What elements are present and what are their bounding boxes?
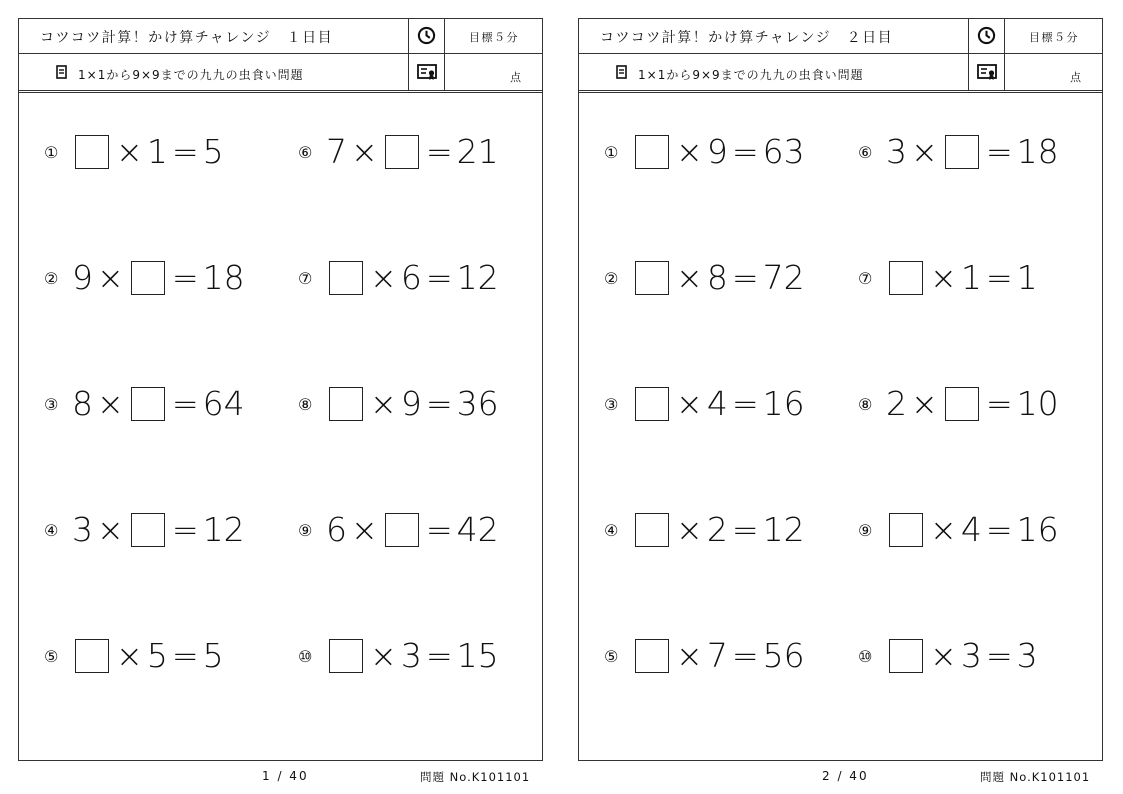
answer-box[interactable] [945, 135, 979, 169]
answer-box[interactable] [329, 261, 363, 295]
product: 3 [1016, 636, 1038, 675]
times-sign: × [116, 133, 143, 171]
equals-sign: = [985, 637, 1013, 675]
operand: 1 [960, 258, 982, 297]
product: 1 [1016, 258, 1038, 297]
operand: 3 [886, 132, 907, 171]
answer-box[interactable] [889, 513, 923, 547]
equals-sign: = [731, 385, 759, 423]
answer-box[interactable] [889, 639, 923, 673]
goal-time: 目標５分 [1029, 31, 1079, 44]
operand: 9 [706, 132, 728, 171]
times-sign: × [97, 259, 124, 297]
operand: 7 [326, 132, 347, 171]
times-sign: × [911, 385, 938, 423]
problem-item [604, 510, 805, 550]
times-sign: × [97, 385, 124, 423]
equals-sign: = [731, 133, 759, 171]
product: 16 [762, 384, 805, 423]
sheet-subtitle: 1×1から9×9までの九九の虫食い問題 [638, 68, 864, 82]
answer-box[interactable] [329, 639, 363, 673]
times-sign: × [676, 133, 703, 171]
problem-number: 問題 No.K101101 [980, 770, 1091, 784]
problem-number-label: ⑤ [44, 646, 59, 666]
problem-item [858, 636, 1038, 676]
product: 12 [202, 510, 245, 549]
product: 15 [456, 636, 499, 675]
answer-box[interactable] [385, 135, 419, 169]
answer-box[interactable] [635, 261, 669, 295]
product: 18 [202, 258, 245, 297]
sheet-subtitle: 1×1から9×9までの九九の虫食い問題 [78, 68, 304, 82]
product: 72 [762, 258, 805, 297]
equals-sign: = [425, 259, 453, 297]
operand: 4 [960, 510, 982, 549]
equals-sign: = [425, 385, 453, 423]
score-unit: 点 [1070, 71, 1081, 84]
page-number: 2 / 40 [822, 769, 869, 783]
problem-item [858, 132, 1059, 172]
subtitle-cell [18, 54, 409, 90]
answer-box[interactable] [945, 387, 979, 421]
goal-cell [1005, 18, 1103, 53]
product: 21 [456, 132, 499, 171]
goal-time: 目標５分 [469, 31, 519, 44]
problem-number-label: ⑨ [298, 520, 313, 540]
sheet-title: コツコツ計算！かけ算チャレンジ ２日目 [600, 30, 894, 46]
problem-number-label: ⑥ [298, 142, 313, 162]
header-row-title [18, 18, 543, 54]
operand: 3 [400, 636, 422, 675]
operand: 2 [706, 510, 728, 549]
problem-item [44, 132, 224, 172]
times-sign: × [370, 637, 397, 675]
operand: 2 [886, 384, 907, 423]
score-unit: 点 [510, 71, 521, 84]
problem-number-label: ⑦ [858, 268, 873, 288]
score-field[interactable] [1005, 54, 1103, 90]
times-sign: × [97, 511, 124, 549]
equals-sign: = [171, 259, 199, 297]
problem-item [298, 258, 499, 298]
operand: 4 [706, 384, 728, 423]
problem-item [298, 132, 499, 172]
equals-sign: = [731, 259, 759, 297]
product: 36 [456, 384, 499, 423]
problem-item [298, 636, 499, 676]
times-sign: × [351, 133, 378, 171]
answer-box[interactable] [385, 513, 419, 547]
subtitle-cell [578, 54, 969, 90]
product: 42 [456, 510, 499, 549]
operand: 6 [400, 258, 422, 297]
times-sign: × [676, 637, 703, 675]
answer-box[interactable] [329, 387, 363, 421]
equals-sign: = [171, 637, 199, 675]
sheet-title: コツコツ計算！かけ算チャレンジ １日目 [40, 30, 334, 46]
problem-number-label: ⑤ [604, 646, 619, 666]
operand: 9 [400, 384, 422, 423]
answer-box[interactable] [635, 135, 669, 169]
problem-item [604, 384, 805, 424]
times-sign: × [930, 511, 957, 549]
times-sign: × [116, 637, 143, 675]
problem-number-label: ① [604, 142, 619, 162]
answer-box[interactable] [75, 639, 109, 673]
product: 56 [762, 636, 805, 675]
equals-sign: = [731, 511, 759, 549]
problem-item [298, 510, 499, 550]
problem-number-label: ④ [44, 520, 59, 540]
problem-item [44, 636, 224, 676]
problem-number-label: ⑨ [858, 520, 873, 540]
equals-sign: = [425, 133, 453, 171]
header-double-rule [578, 92, 1103, 93]
timer-cell [969, 18, 1005, 53]
worksheet-day2 [578, 18, 1103, 761]
problem-item [604, 258, 805, 298]
problem-number-label: ⑧ [298, 394, 313, 414]
operand: 3 [960, 636, 982, 675]
document-icon [616, 65, 627, 79]
problem-number-label: ① [44, 142, 59, 162]
score-icon-cell [409, 54, 445, 90]
answer-box[interactable] [635, 387, 669, 421]
operand: 1 [146, 132, 168, 171]
score-field[interactable] [445, 54, 543, 90]
title-cell [18, 18, 409, 53]
times-sign: × [676, 259, 703, 297]
equals-sign: = [171, 511, 199, 549]
answer-box[interactable] [889, 261, 923, 295]
operand: 7 [706, 636, 728, 675]
operand: 9 [72, 258, 93, 297]
times-sign: × [676, 385, 703, 423]
title-cell [578, 18, 969, 53]
times-sign: × [351, 511, 378, 549]
operand: 8 [706, 258, 728, 297]
clock-icon [417, 26, 436, 45]
problem-item [604, 636, 805, 676]
equals-sign: = [171, 385, 199, 423]
equals-sign: = [425, 637, 453, 675]
answer-box[interactable] [131, 261, 165, 295]
problem-item [44, 258, 245, 298]
times-sign: × [370, 259, 397, 297]
product: 16 [1016, 510, 1059, 549]
sheet-header [18, 18, 543, 91]
problem-number-label: ③ [44, 394, 59, 414]
problem-number-label: ③ [604, 394, 619, 414]
answer-box[interactable] [131, 387, 165, 421]
equals-sign: = [731, 637, 759, 675]
sheet-header [578, 18, 1103, 91]
problem-number: 問題 No.K101101 [420, 770, 531, 784]
document-icon [56, 65, 67, 79]
times-sign: × [911, 133, 938, 171]
problem-item [604, 132, 805, 172]
header-double-rule [18, 92, 543, 93]
problem-item [44, 510, 245, 550]
problem-number-label: ⑥ [858, 142, 873, 162]
product: 12 [762, 510, 805, 549]
equals-sign: = [425, 511, 453, 549]
problem-number-label: ② [44, 268, 59, 288]
goal-cell [445, 18, 543, 53]
problem-item [858, 510, 1059, 550]
times-sign: × [676, 511, 703, 549]
score-card-icon [417, 64, 437, 82]
operand: 5 [146, 636, 168, 675]
header-row-subtitle [578, 54, 1103, 90]
equals-sign: = [985, 511, 1013, 549]
problem-number-label: ⑦ [298, 268, 313, 288]
header-row-subtitle [18, 54, 543, 90]
problem-item [44, 384, 245, 424]
answer-box[interactable] [131, 513, 165, 547]
product: 12 [456, 258, 499, 297]
operand: 8 [72, 384, 93, 423]
answer-box[interactable] [75, 135, 109, 169]
header-row-title [578, 18, 1103, 54]
page-number: 1 / 40 [262, 769, 309, 783]
problem-item [298, 384, 499, 424]
problem-number-label: ② [604, 268, 619, 288]
times-sign: × [930, 259, 957, 297]
problem-number-label: ④ [604, 520, 619, 540]
product: 5 [202, 132, 224, 171]
clock-icon [977, 26, 996, 45]
times-sign: × [930, 637, 957, 675]
equals-sign: = [985, 385, 1013, 423]
problem-number-label: ⑧ [858, 394, 873, 414]
equals-sign: = [985, 133, 1013, 171]
times-sign: × [370, 385, 397, 423]
product: 18 [1016, 132, 1059, 171]
problem-number-label: ⑩ [858, 646, 873, 666]
operand: 6 [326, 510, 347, 549]
answer-box[interactable] [635, 639, 669, 673]
equals-sign: = [171, 133, 199, 171]
problem-item [858, 258, 1038, 298]
problem-number-label: ⑩ [298, 646, 313, 666]
product: 5 [202, 636, 224, 675]
answer-box[interactable] [635, 513, 669, 547]
product: 64 [202, 384, 245, 423]
score-icon-cell [969, 54, 1005, 90]
timer-cell [409, 18, 445, 53]
product: 63 [762, 132, 805, 171]
worksheet-day1 [18, 18, 543, 761]
problem-item [858, 384, 1059, 424]
score-card-icon [977, 64, 997, 82]
equals-sign: = [985, 259, 1013, 297]
product: 10 [1016, 384, 1059, 423]
operand: 3 [72, 510, 93, 549]
